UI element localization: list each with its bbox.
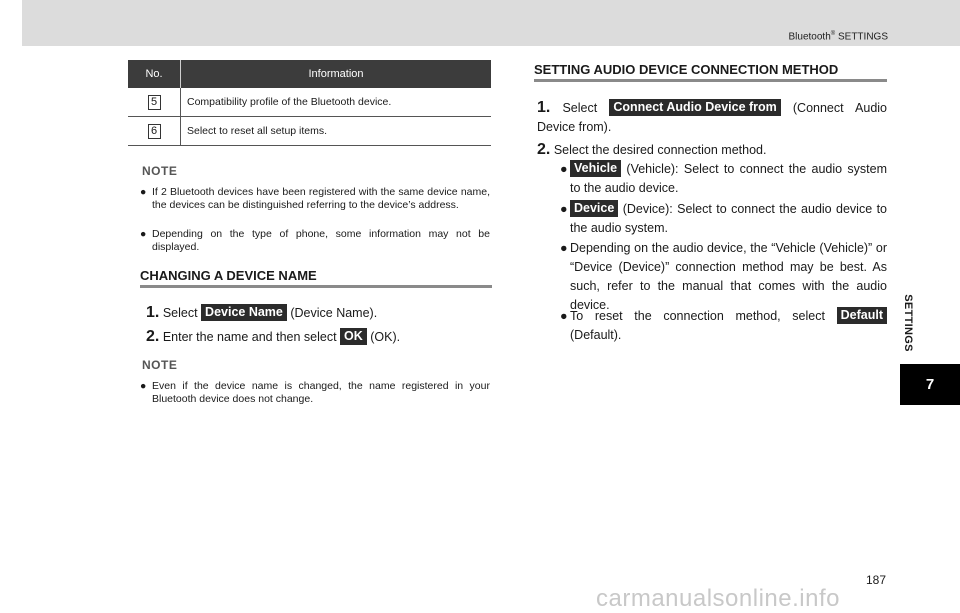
bullet-icon: ● xyxy=(560,241,568,255)
column-header-information: Information xyxy=(181,60,492,88)
step-1: 1. Select Connect Audio Device from (Connect Audio Device from). xyxy=(537,99,888,134)
bullet-icon: ● xyxy=(140,228,147,240)
header-title: Bluetooth® SETTINGS xyxy=(788,31,888,43)
watermark: carmanualsonline.info xyxy=(596,585,840,612)
page-number: 187 xyxy=(866,573,887,587)
table-row xyxy=(128,117,491,146)
bullet-icon: ● xyxy=(140,380,147,392)
bullet-icon: ● xyxy=(560,162,568,176)
default-button[interactable]: Default xyxy=(837,307,887,324)
table-cell-info: Select to reset all setup items. xyxy=(181,117,492,146)
note-item: ● Depending on the type of phone, some information may not be displayed. xyxy=(140,228,490,253)
table-row xyxy=(128,88,491,117)
chapter-tab: 7 xyxy=(900,364,960,405)
info-table xyxy=(128,60,491,146)
step-1: 1. Select Device Name (Device Name). xyxy=(146,304,378,321)
section-title: CHANGING A DEVICE NAME xyxy=(140,268,317,283)
device-name-button[interactable]: Device Name xyxy=(201,304,287,321)
option-device: ● Device (Device): Select to connect the audio device to the audio system. xyxy=(560,201,887,235)
info-item: ● Depending on the audio device, the “Vehicle (Vehicle)” or “Device (Device)” connection method may be best. As such, refer to the manual that comes with the audio device. xyxy=(560,241,887,312)
bullet-icon: ● xyxy=(560,309,568,323)
device-button[interactable]: Device xyxy=(570,200,618,217)
item-number-badge: 5 xyxy=(148,95,161,110)
bullet-icon: ● xyxy=(560,202,568,216)
note-heading: NOTE xyxy=(142,164,178,178)
info-item: ● To reset the connection method, select Default (Default). xyxy=(570,307,887,345)
ok-button[interactable]: OK xyxy=(340,328,367,345)
vehicle-button[interactable]: Vehicle xyxy=(570,160,621,177)
step-2: 2. Select the desired connection method. xyxy=(537,141,767,158)
note-heading: NOTE xyxy=(142,358,178,372)
bullet-icon: ● xyxy=(140,186,147,198)
section-rule xyxy=(534,79,887,82)
connect-audio-device-from-button[interactable]: Connect Audio Device from xyxy=(609,99,780,116)
note-item: ● If 2 Bluetooth devices have been registered with the same device name, the devices can be distinguished referring to the device’s address. xyxy=(140,186,490,211)
section-title: SETTING AUDIO DEVICE CONNECTION METHOD xyxy=(534,62,839,77)
column-header-no: No. xyxy=(128,60,181,88)
note-item: ● Even if the device name is changed, the name registered in your Bluetooth device does not change. xyxy=(140,380,490,405)
step-2: 2. Enter the name and then select OK (OK). xyxy=(146,328,401,345)
side-tab-label: SETTINGS xyxy=(902,294,914,352)
item-number-badge: 6 xyxy=(148,124,161,139)
table-header-row xyxy=(128,60,491,88)
table-cell-info: Compatibility profile of the Bluetooth device. xyxy=(181,88,492,117)
option-vehicle: ● Vehicle (Vehicle): Select to connect the audio system to the audio device. xyxy=(560,161,887,195)
section-rule xyxy=(140,285,492,288)
